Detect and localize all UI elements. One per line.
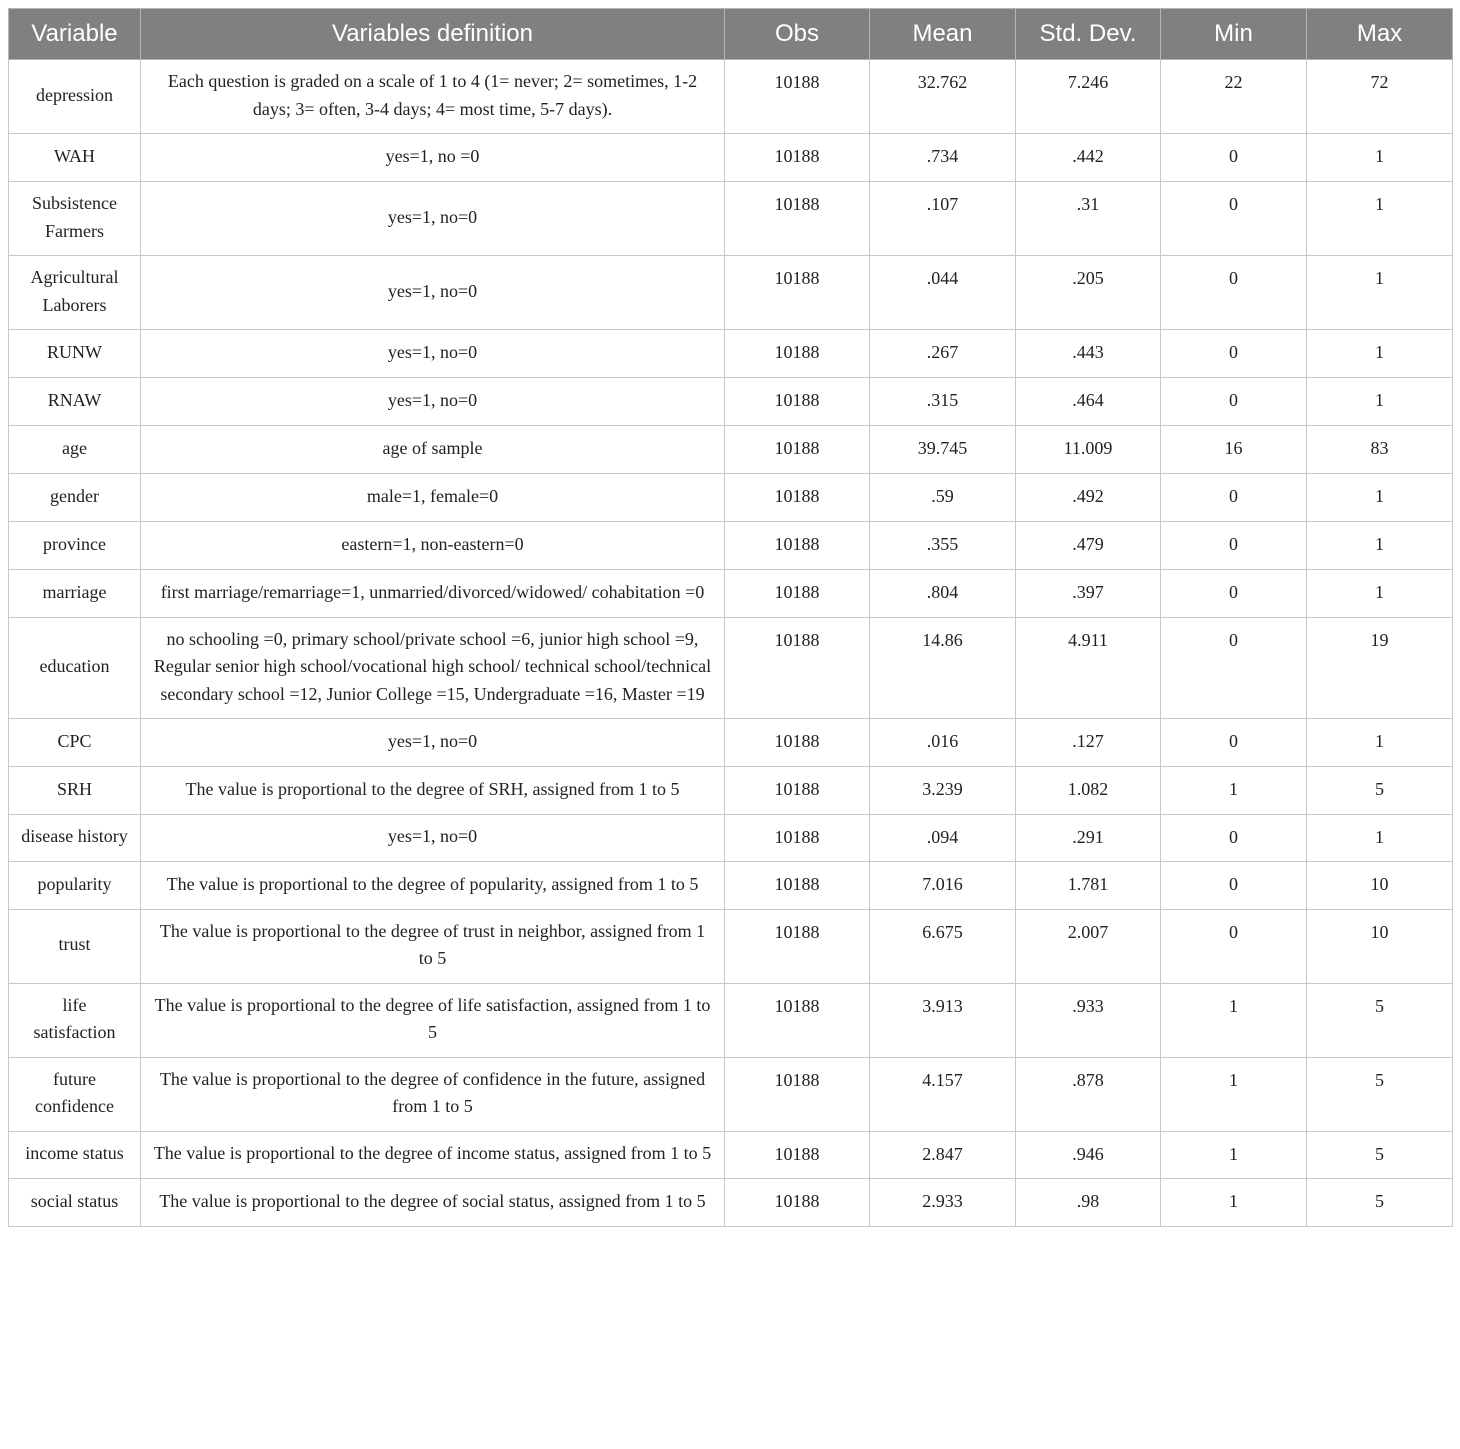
cell-variable: income status [9,1131,141,1179]
cell-max: 1 [1307,256,1453,330]
cell-obs: 10188 [725,378,870,426]
cell-mean: .734 [870,134,1016,182]
header-sd: Std. Dev. [1016,9,1161,60]
cell-variable: Agricultural Laborers [9,256,141,330]
cell-mean: 3.239 [870,767,1016,815]
cell-mean: 6.675 [870,909,1016,983]
cell-sd: .127 [1016,719,1161,767]
cell-max: 10 [1307,862,1453,910]
cell-mean: .016 [870,719,1016,767]
table-row [9,1131,1453,1179]
cell-variable: trust [9,909,141,983]
cell-definition: age of sample [141,426,725,474]
table-row [9,474,1453,522]
cell-obs: 10188 [725,474,870,522]
table-row [9,983,1453,1057]
cell-min: 0 [1161,474,1307,522]
cell-obs: 10188 [725,60,870,134]
cell-sd: .464 [1016,378,1161,426]
cell-mean: .044 [870,256,1016,330]
cell-definition: yes=1, no=0 [141,719,725,767]
cell-obs: 10188 [725,134,870,182]
table-row [9,182,1453,256]
table-row [9,570,1453,618]
cell-variable: depression [9,60,141,134]
cell-definition: The value is proportional to the degree of trust in neighbor, assigned from 1 to 5 [141,909,725,983]
cell-max: 5 [1307,983,1453,1057]
cell-sd: .397 [1016,570,1161,618]
cell-obs: 10188 [725,182,870,256]
summary-statistics-table [8,8,1453,1227]
cell-min: 1 [1161,767,1307,815]
cell-min: 1 [1161,1057,1307,1131]
cell-sd: .443 [1016,330,1161,378]
header-mean: Mean [870,9,1016,60]
cell-definition: The value is proportional to the degree of confidence in the future, assigned from 1 to 5 [141,1057,725,1131]
cell-sd: .291 [1016,814,1161,862]
table-row [9,60,1453,134]
table-row [9,256,1453,330]
cell-variable: province [9,522,141,570]
cell-variable: disease history [9,814,141,862]
header-max: Max [1307,9,1453,60]
cell-mean: 2.847 [870,1131,1016,1179]
table-row [9,862,1453,910]
cell-max: 1 [1307,330,1453,378]
table-row [9,814,1453,862]
cell-obs: 10188 [725,330,870,378]
cell-variable: popularity [9,862,141,910]
cell-mean: 32.762 [870,60,1016,134]
cell-min: 0 [1161,617,1307,719]
cell-definition: no schooling =0, primary school/private school =6, junior high school =9, Regular senior high school/vocational high school/ technical school/technical secondary school =12, Junior College =15, Undergraduate =16, Master =19 [141,617,725,719]
table-row [9,1057,1453,1131]
cell-max: 83 [1307,426,1453,474]
cell-sd: .933 [1016,983,1161,1057]
cell-definition: yes=1, no =0 [141,134,725,182]
cell-obs: 10188 [725,522,870,570]
cell-definition: yes=1, no=0 [141,378,725,426]
cell-obs: 10188 [725,256,870,330]
cell-max: 19 [1307,617,1453,719]
cell-definition: Each question is graded on a scale of 1 to 4 (1= never; 2= sometimes, 1-2 days; 3= often, 3-4 days; 4= most time, 5-7 days). [141,60,725,134]
cell-mean: .355 [870,522,1016,570]
cell-variable: gender [9,474,141,522]
cell-variable: life satisfaction [9,983,141,1057]
cell-min: 0 [1161,814,1307,862]
cell-max: 1 [1307,814,1453,862]
cell-obs: 10188 [725,1179,870,1227]
cell-definition: The value is proportional to the degree of SRH, assigned from 1 to 5 [141,767,725,815]
cell-max: 72 [1307,60,1453,134]
cell-variable: age [9,426,141,474]
cell-obs: 10188 [725,426,870,474]
table-row [9,378,1453,426]
cell-sd: 7.246 [1016,60,1161,134]
cell-variable: RNAW [9,378,141,426]
cell-min: 0 [1161,862,1307,910]
table-row [9,909,1453,983]
cell-min: 0 [1161,330,1307,378]
cell-mean: 2.933 [870,1179,1016,1227]
cell-sd: .98 [1016,1179,1161,1227]
table-row [9,617,1453,719]
header-min: Min [1161,9,1307,60]
cell-sd: .205 [1016,256,1161,330]
cell-min: 0 [1161,256,1307,330]
cell-definition: yes=1, no=0 [141,182,725,256]
cell-mean: .267 [870,330,1016,378]
cell-mean: .804 [870,570,1016,618]
cell-variable: CPC [9,719,141,767]
cell-variable: WAH [9,134,141,182]
cell-min: 1 [1161,1179,1307,1227]
cell-variable: social status [9,1179,141,1227]
cell-min: 1 [1161,983,1307,1057]
cell-obs: 10188 [725,1131,870,1179]
table-row [9,134,1453,182]
cell-sd: .442 [1016,134,1161,182]
cell-sd: 4.911 [1016,617,1161,719]
cell-mean: 14.86 [870,617,1016,719]
cell-min: 0 [1161,378,1307,426]
cell-max: 1 [1307,182,1453,256]
cell-mean: 7.016 [870,862,1016,910]
cell-definition: yes=1, no=0 [141,256,725,330]
table-row [9,330,1453,378]
cell-definition: The value is proportional to the degree of life satisfaction, assigned from 1 to 5 [141,983,725,1057]
cell-definition: The value is proportional to the degree of social status, assigned from 1 to 5 [141,1179,725,1227]
cell-min: 0 [1161,522,1307,570]
cell-sd: 1.082 [1016,767,1161,815]
cell-min: 1 [1161,1131,1307,1179]
cell-sd: .878 [1016,1057,1161,1131]
cell-definition: eastern=1, non-eastern=0 [141,522,725,570]
cell-min: 0 [1161,134,1307,182]
header-variable: Variable [9,9,141,60]
cell-min: 22 [1161,60,1307,134]
cell-max: 1 [1307,474,1453,522]
cell-sd: .492 [1016,474,1161,522]
cell-sd: .31 [1016,182,1161,256]
cell-definition: male=1, female=0 [141,474,725,522]
cell-definition: yes=1, no=0 [141,814,725,862]
cell-min: 16 [1161,426,1307,474]
cell-definition: yes=1, no=0 [141,330,725,378]
cell-obs: 10188 [725,617,870,719]
cell-variable: RUNW [9,330,141,378]
cell-max: 1 [1307,522,1453,570]
cell-min: 0 [1161,719,1307,767]
header-obs: Obs [725,9,870,60]
cell-mean: 3.913 [870,983,1016,1057]
cell-definition: The value is proportional to the degree of popularity, assigned from 1 to 5 [141,862,725,910]
cell-obs: 10188 [725,983,870,1057]
cell-obs: 10188 [725,814,870,862]
cell-max: 10 [1307,909,1453,983]
cell-definition: first marriage/remarriage=1, unmarried/divorced/widowed/ cohabitation =0 [141,570,725,618]
cell-mean: 4.157 [870,1057,1016,1131]
cell-max: 1 [1307,570,1453,618]
cell-variable: Subsistence Farmers [9,182,141,256]
cell-obs: 10188 [725,862,870,910]
cell-variable: marriage [9,570,141,618]
cell-obs: 10188 [725,767,870,815]
cell-min: 0 [1161,909,1307,983]
table-row [9,426,1453,474]
header-definition: Variables definition [141,9,725,60]
cell-obs: 10188 [725,570,870,618]
cell-sd: 2.007 [1016,909,1161,983]
cell-max: 5 [1307,767,1453,815]
cell-obs: 10188 [725,1057,870,1131]
cell-max: 1 [1307,134,1453,182]
cell-sd: 11.009 [1016,426,1161,474]
table-row [9,719,1453,767]
table-body [9,60,1453,1227]
cell-sd: .479 [1016,522,1161,570]
cell-variable: SRH [9,767,141,815]
cell-definition: The value is proportional to the degree of income status, assigned from 1 to 5 [141,1131,725,1179]
table-container [8,8,1452,1227]
cell-variable: future confidence [9,1057,141,1131]
cell-min: 0 [1161,182,1307,256]
table-row [9,767,1453,815]
cell-obs: 10188 [725,719,870,767]
cell-mean: .59 [870,474,1016,522]
header-row [9,9,1453,60]
table-row [9,1179,1453,1227]
cell-sd: 1.781 [1016,862,1161,910]
cell-mean: .107 [870,182,1016,256]
cell-mean: 39.745 [870,426,1016,474]
cell-max: 5 [1307,1057,1453,1131]
cell-obs: 10188 [725,909,870,983]
cell-mean: .315 [870,378,1016,426]
cell-max: 1 [1307,378,1453,426]
table-row [9,522,1453,570]
cell-variable: education [9,617,141,719]
cell-min: 0 [1161,570,1307,618]
cell-mean: .094 [870,814,1016,862]
cell-max: 5 [1307,1131,1453,1179]
cell-max: 1 [1307,719,1453,767]
cell-sd: .946 [1016,1131,1161,1179]
cell-max: 5 [1307,1179,1453,1227]
